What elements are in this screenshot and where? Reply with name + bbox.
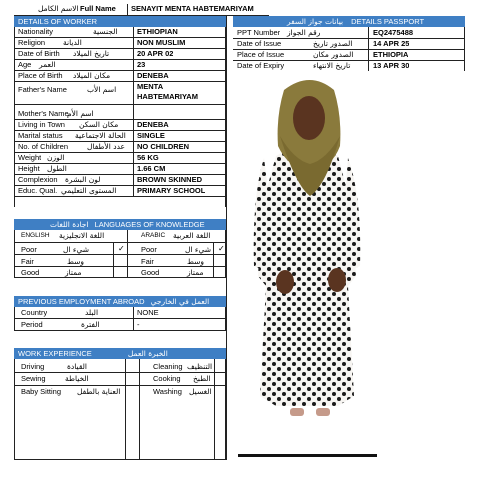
- english-label-ar: اللغة الانجليزية: [59, 231, 105, 240]
- driving-label: Driving: [21, 362, 45, 371]
- details-passport-header: [233, 16, 465, 27]
- row-label-ar: الصدور مكان: [313, 50, 354, 59]
- arabic-poor-ar: شيء ال: [185, 245, 211, 254]
- worker-row-children: [15, 142, 225, 152]
- passport-row-expiry: [233, 61, 464, 71]
- country-label-ar: البلد: [85, 308, 99, 317]
- row-label: Weight: [18, 153, 42, 162]
- row-label: Nationality: [18, 27, 54, 36]
- passport-row-number: [233, 28, 464, 38]
- worker-row-place-of-birth: [15, 71, 225, 81]
- english-fair: Fair: [21, 257, 34, 266]
- baby-sitting-label-ar: العناية بالطفل: [77, 387, 121, 396]
- full-name-value: SENAYIT MENTA HABTEMARIYAM: [131, 4, 254, 13]
- worker-details-table: [14, 27, 226, 207]
- country-label: Country: [21, 308, 48, 317]
- row-label-ar: مكان السكن: [79, 120, 119, 129]
- row-label-ar: لون البشرة: [65, 175, 101, 184]
- period-label: Period: [21, 320, 43, 329]
- worker-row-height: [15, 164, 225, 174]
- arabic-label: ARABIC: [141, 232, 166, 239]
- row-value: BROWN SKINNED: [137, 175, 202, 184]
- passport-header-en: DETAILS PASSPORT: [351, 17, 425, 26]
- washing-label: Washing: [153, 387, 182, 396]
- row-label: Marital status: [18, 131, 63, 140]
- passport-header-ar: بيانات جواز السفر: [287, 17, 344, 26]
- cooking-label: Cooking: [153, 374, 181, 383]
- employment-table: [14, 307, 226, 331]
- row-label: Date of Issue: [237, 39, 282, 48]
- experience-table: [14, 359, 226, 460]
- english-label: ENGLISH: [21, 232, 50, 239]
- cleaning-label: Cleaning: [153, 362, 183, 371]
- sewing-label-ar: الخياطة: [65, 374, 89, 383]
- row-value: PRIMARY SCHOOL: [137, 186, 206, 195]
- english-good-ar: ممتاز: [65, 268, 82, 277]
- arabic-good: Good: [141, 268, 160, 277]
- row-label: Place of Birth: [18, 71, 63, 80]
- worker-row-marital: [15, 131, 225, 141]
- employment-header-ar: العمل في الخارجي: [150, 297, 210, 306]
- row-label-ar: الوزن: [47, 153, 65, 162]
- worker-photo: [236, 76, 378, 458]
- experience-header-en: WORK EXPERIENCE: [18, 349, 92, 358]
- row-value: SINGLE: [137, 131, 165, 140]
- worker-photo-image: [236, 76, 378, 458]
- worker-row-age: [15, 60, 225, 70]
- driving-label-ar: القيادة: [67, 362, 87, 371]
- row-value: NO CHILDREN: [137, 142, 190, 151]
- row-label-ar: الحالة الاجتماعية: [75, 131, 126, 140]
- english-poor-check: ✓: [118, 244, 125, 253]
- arabic-label-ar: اللغة العربية: [173, 231, 211, 240]
- worker-row-religion: [15, 38, 225, 48]
- row-value: EQ2475488: [373, 28, 414, 37]
- row-label: PPT Number: [237, 28, 281, 37]
- arabic-poor-check: ✓: [218, 244, 225, 253]
- row-label-ar: تاريخ الانتهاء: [313, 61, 351, 70]
- worker-row-mother: [15, 109, 225, 119]
- english-good: Good: [21, 268, 40, 277]
- row-label-ar: الجنسية: [93, 27, 118, 36]
- row-label: Date of Expiry: [237, 61, 285, 70]
- full-name-row: [14, 4, 269, 15]
- baby-sitting-label: Baby Sitting: [21, 387, 62, 396]
- row-label-ar: المستوى التعليمي: [61, 186, 117, 195]
- row-value: ETHIOPIA: [373, 50, 409, 59]
- english-poor-ar: شيء ال: [63, 245, 89, 254]
- row-value: 13 APR 30: [373, 61, 410, 70]
- row-value: DENEBA: [137, 120, 169, 129]
- full-name-label-en: Full Name: [80, 4, 116, 13]
- worker-row-nationality: [15, 27, 225, 37]
- row-label-ar: اسم الأم: [67, 109, 94, 118]
- row-label: No. of Children: [18, 142, 69, 151]
- row-value: 1.66 CM: [137, 164, 166, 173]
- worker-row-education: [15, 186, 225, 196]
- row-label-ar: الطول: [47, 164, 67, 173]
- row-label-ar: مكان الميلاد: [73, 71, 111, 80]
- row-label: Place of Issue: [237, 50, 285, 59]
- worker-row-living: [15, 120, 225, 130]
- worker-row-complexion: [15, 175, 225, 185]
- row-value: ETHIOPIAN: [137, 27, 178, 36]
- row-label: Complexion: [18, 175, 58, 184]
- washing-label-ar: الغسيل: [189, 387, 212, 396]
- languages-header: [14, 219, 226, 230]
- employment-header: [14, 296, 226, 307]
- row-value: 56 KG: [137, 153, 159, 162]
- row-label-ar: اسم الأب: [87, 85, 117, 94]
- english-fair-ar: وسط: [67, 257, 85, 266]
- languages-table: [14, 230, 226, 278]
- arabic-fair-ar: وسط: [187, 257, 205, 266]
- row-label-ar: رقم الجواز: [287, 28, 321, 37]
- cleaning-label-ar: التنظيف: [187, 362, 213, 371]
- period-value: -: [137, 320, 140, 329]
- row-label: Age: [18, 60, 32, 69]
- arabic-good-ar: ممتاز: [187, 268, 204, 277]
- row-label-ar: العمر: [39, 60, 56, 69]
- passport-table: [233, 27, 465, 71]
- row-label: Date of Birth: [18, 49, 60, 58]
- arabic-poor: Poor: [141, 245, 157, 254]
- experience-header: [14, 348, 226, 359]
- row-value: MENTA HABTEMARIYAM: [137, 82, 198, 101]
- period-label-ar: الفترة: [81, 320, 100, 329]
- arabic-fair: Fair: [141, 257, 154, 266]
- row-value: 14 APR 25: [373, 39, 410, 48]
- row-label-ar: تاريخ الميلاد: [73, 49, 110, 58]
- row-label-ar: الديانة: [63, 38, 82, 47]
- row-value: DENEBA: [137, 71, 169, 80]
- sewing-label: Sewing: [21, 374, 46, 383]
- worker-row-father: [15, 82, 225, 103]
- full-name-label-ar: الاسم الكامل: [38, 4, 79, 13]
- row-label: Height: [18, 164, 40, 173]
- row-value: 20 APR 02: [137, 49, 174, 58]
- row-label: Educ. Qual.: [18, 186, 58, 195]
- worker-row-weight: [15, 153, 225, 163]
- experience-header-ar: الخبرة العمل: [127, 349, 168, 358]
- passport-row-issue-place: [233, 50, 464, 60]
- row-value: 23: [137, 60, 146, 69]
- passport-row-issue-date: [233, 39, 464, 49]
- english-poor: Poor: [21, 245, 37, 254]
- signature-line: [238, 454, 377, 457]
- worker-row-dob: [15, 49, 225, 59]
- row-label: Living in Town: [18, 120, 65, 129]
- employment-header-en: PREVIOUS EMPLOYMENT ABROAD: [18, 297, 145, 306]
- languages-header-ar: اجادة اللغات: [50, 220, 89, 229]
- details-worker-header: DETAILS OF WORKER: [14, 16, 226, 27]
- row-value: NON MUSLIM: [137, 38, 186, 47]
- row-label: Mother's Name: [18, 109, 69, 118]
- row-label: Religion: [18, 38, 46, 47]
- cooking-label-ar: الطبخ: [193, 374, 211, 383]
- row-label: Father's Name: [18, 85, 67, 94]
- row-label-ar: عدد الأطفال: [87, 142, 125, 151]
- row-label-ar: الصدور تاريخ: [313, 39, 353, 48]
- country-value: NONE: [137, 308, 159, 317]
- languages-header-en: LANGUAGES OF KNOWLEDGE: [94, 220, 205, 229]
